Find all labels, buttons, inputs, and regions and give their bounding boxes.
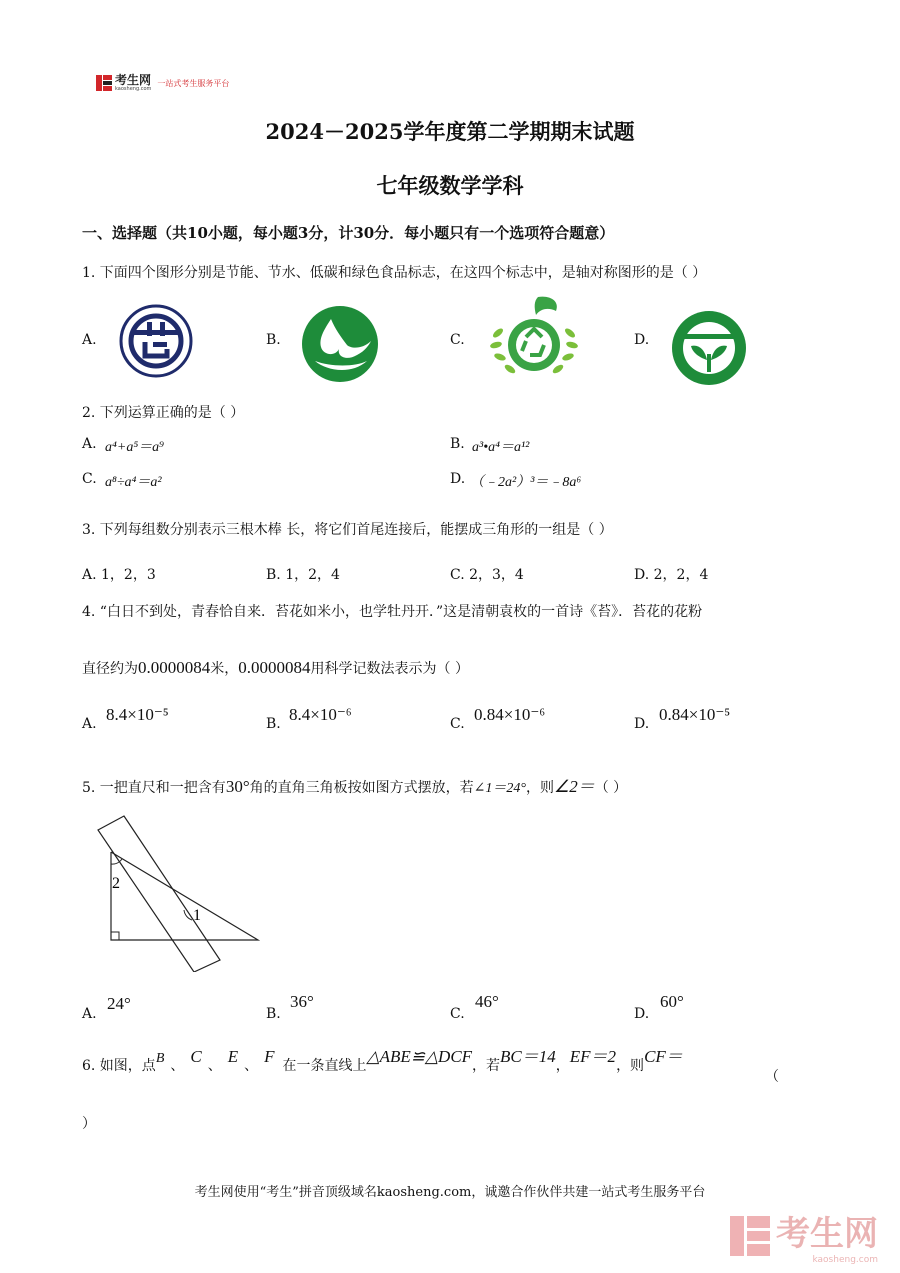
q4-number-1: 0.0000084 [138,658,211,677]
low-carbon-logo-icon [488,293,580,381]
watermark-domain: kaosheng.com [812,1255,878,1265]
q6-congruence: △ABE≌△DCF [366,1047,473,1066]
question-6-stem [82,1047,802,1075]
q3-option-b: B. 1，2，4 [266,567,340,583]
page-footer: 考生网使用“考生”拼音顶级域名kaosheng.com，诚邀合作伙伴共建一站式考生服务平台 [194,1185,706,1200]
q5-option-b: 36° [290,992,314,1011]
watermark-text: 考生网 [776,1214,878,1254]
q6-point-c: C [190,1047,202,1066]
q5-option-b-label: B. [266,1006,281,1022]
q6-point-e: E [227,1047,239,1066]
q4-option-b-label: B. [266,716,281,732]
q5-angle-30: 30° [225,777,250,796]
q5-text-a: 5. 一把直尺和一把含有 [82,780,226,796]
q2-option-c: a⁸÷a⁴＝a² [105,475,162,490]
q4-option-a-label: A. [82,716,97,732]
q1-option-a-label: A. [82,332,97,348]
q5-text-c: ，则 [525,780,554,796]
section-heading: 一、选择题（共10小题，每小题3分，计30分．每小题只有一个选项符合题意） [82,224,615,242]
q6-bc: BC＝14 [500,1047,556,1066]
q3-option-c: C. 2，3，4 [450,567,524,583]
q6-text-a: 6. 如图，点 [82,1058,156,1074]
q2-option-a: a⁴+a⁵＝a⁹ [105,440,165,455]
logo-name: 考生网 [115,72,152,87]
q4-option-a: 8.4×10⁻⁵ [106,705,169,724]
q6-point-b: B [155,1051,165,1066]
q2-option-b: a³•a⁴＝a¹² [472,440,530,455]
q3-option-d: D. 2，2，4 [634,567,709,583]
exam-subtitle: 七年级数学学科 [376,173,524,198]
q6-ef: EF＝2 [569,1047,617,1066]
watermark-logo-icon [730,1216,770,1256]
q4-number-2: 0.0000084 [238,658,311,677]
q2-option-b-label: B. [450,436,465,452]
q6-cf: CF＝ [644,1047,683,1066]
kaosheng-logo-icon [96,75,112,91]
q4-text-c: 用科学记数法表示为（ ） [310,661,469,677]
figure-label-1: 1 [193,907,201,924]
q4-text-b: 米， [210,661,239,677]
ruler-triangle-figure [94,812,264,972]
brand-logo [96,73,229,93]
q4-option-b: 8.4×10⁻⁶ [289,705,352,724]
question-5-stem [82,772,627,797]
q4-option-c-label: C. [450,716,465,732]
question-4-line-1: 4. “白日不到处，青春恰自来．苔花如米小，也学牡丹开．”这是清朝袁枚的一首诗《苔》．苔花的花粉 [82,604,703,620]
q5-angle-1: ∠1＝24° [473,781,526,796]
q2-option-d: （﹣2a²）³＝﹣8a⁶ [470,475,582,490]
water-saving-logo-icon [301,305,379,383]
q5-option-d-label: D. [634,1006,650,1022]
q6-sep-2: 、 [207,1058,222,1074]
q5-option-d: 60° [660,992,684,1011]
q6-text-b: 在一条直线上 [282,1058,367,1074]
q4-option-d: 0.84×10⁻⁵ [659,705,731,724]
question-2-stem: 2. 下列运算正确的是（ ） [82,405,245,421]
q5-angle-2: ∠2＝ [553,777,595,796]
q2-option-a-label: A. [82,436,97,452]
exam-title: 2024－2025学年度第二学期期末试题 [265,119,635,144]
logo-slogan: 一站式考生服务平台 [157,78,230,88]
q2-option-d-label: D. [450,471,466,487]
q1-option-d-label: D. [634,332,650,348]
q5-option-c: 46° [475,992,499,1011]
q6-sep-1: 、 [170,1058,185,1074]
question-1-stem: 1. 下面四个图形分别是节能、节水、低碳和绿色食品标志，在这四个标志中，是轴对称图形的是（ ） [82,265,707,281]
q5-option-c-label: C. [450,1006,465,1022]
q6-sep-3: 、 [244,1058,259,1074]
q4-text-a: 直径约为 [82,661,138,677]
q3-option-a: A. 1，2，3 [82,567,156,583]
q4-option-d-label: D. [634,716,650,732]
q6-text-d: ，则 [616,1058,645,1074]
q5-text-d: （ ） [594,780,628,796]
q4-option-c: 0.84×10⁻⁶ [474,705,546,724]
q1-option-c-label: C. [450,332,465,348]
q6-point-f: F [264,1047,275,1066]
watermark [730,1206,878,1265]
q6-paren-close: ） [82,1116,96,1132]
q5-text-b: 角的直角三角板按如图方式摆放，若 [249,780,474,796]
q6-text-c: ，若 [472,1058,501,1074]
green-food-logo-icon [671,310,747,386]
logo-domain: kaosheng.com [115,85,152,92]
energy-saving-logo-icon [119,304,193,378]
q6-paren-open: （ [765,1069,779,1085]
figure-label-2: 2 [112,875,120,892]
question-3-stem: 3. 下列每组数分别表示三根木棒 长，将它们首尾连接后，能摆成三角形的一组是（ ） [82,522,613,538]
q1-option-b-label: B. [266,332,281,348]
q6-comma: ， [555,1058,570,1074]
question-4-line-2 [82,658,469,678]
q5-option-a: 24° [107,994,131,1013]
q5-option-a-label: A. [82,1006,97,1022]
q2-option-c-label: C. [82,471,97,487]
